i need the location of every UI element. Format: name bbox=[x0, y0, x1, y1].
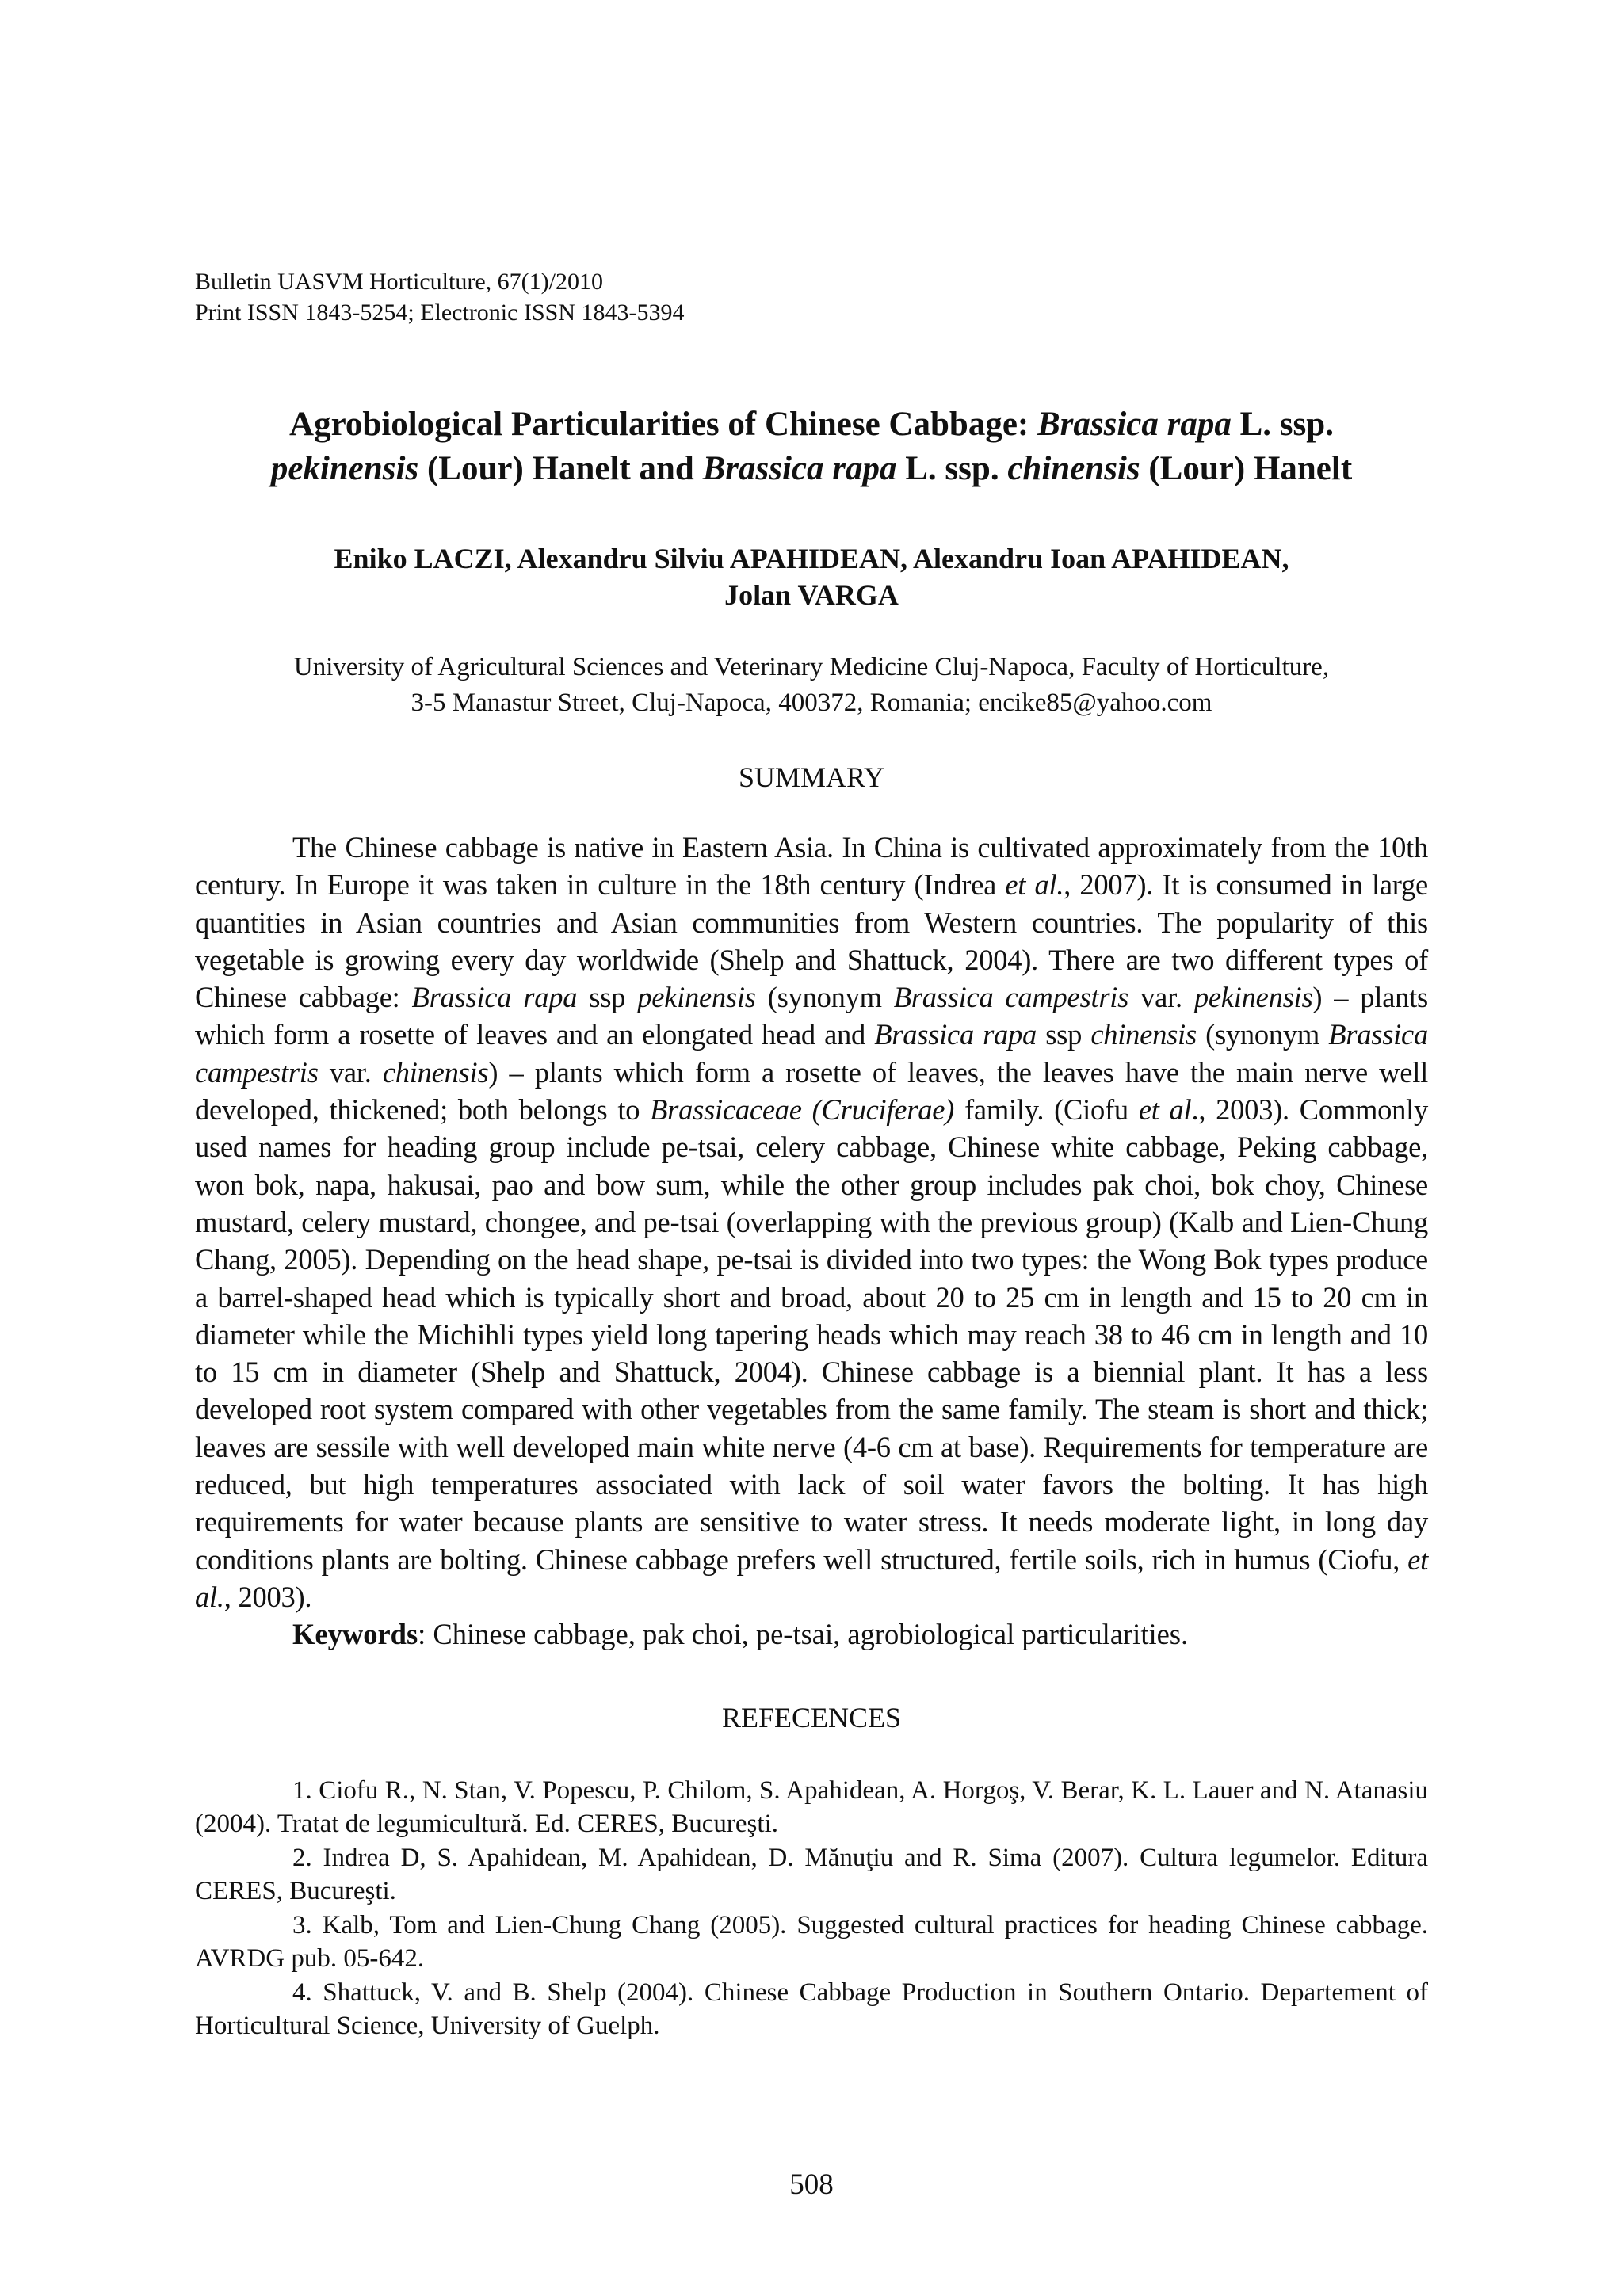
affiliation-line: 3-5 Manastur Street, Cluj-Napoca, 400372, Romania; encike85@yahoo.com bbox=[411, 688, 1212, 717]
journal-line: Bulletin UASVM Horticulture, 67(1)/2010 bbox=[195, 269, 603, 295]
journal-header bbox=[195, 266, 1428, 328]
keywords-label: Keywords bbox=[292, 1618, 418, 1651]
reference-list bbox=[195, 1774, 1428, 2043]
reference-item: 2. Indrea D, S. Apahidean, M. Apahidean, D. Mănuţiu and R. Sima (2007). Cultura legumelor. Editura CERES, Bucureşti. bbox=[195, 1843, 1428, 1906]
author-line: Eniko LACZI, Alexandru Silviu APAHIDEAN, Alexandru Ioan APAHIDEAN, bbox=[334, 543, 1289, 574]
affiliation bbox=[195, 650, 1428, 721]
paper-title: Agrobiological Particularities of Chinese Cabbage: Brassica rapa L. ssp. pekinensis (Lour) Hanelt and Brassica rapa L. ssp. chinensis (Lour) Hanelt bbox=[270, 406, 1353, 487]
summary-heading: SUMMARY bbox=[738, 761, 885, 793]
summary-paragraph: The Chinese cabbage is native in Eastern Asia. In China is cultivated approximately from the 10th century. In Europe it was taken in culture in the 18th century (Indrea et al., 2007). It is consumed in large quantities in Asian countries and Asian communities from Western countries. The popularity of this vegetable is growing every day worldwide (Shelp and Shattuck, 2004). There are two different types of Chinese cabbage: Brassica rapa ssp pekinensis (synonym Brassica campestris var. pekinensis) – plants which form a rosette of leaves and an elongated head and Brassica rapa ssp chinensis (synonym Brassica campestris var. chinensis) – plants which form a rosette of leaves, the leaves have the main nerve well developed, thickened; both belongs to Brassicaceae (Cruciferae) family. (Ciofu et al., 2003). Commonly used names for heading group include pe-tsai, celery cabbage, Chinese white cabbage, Peking cabbage, won bok, napa, hakusai, pao and bow sum, while the other group includes pak choi, bok choy, Chinese mustard, celery mustard, chongee, and pe-tsai (overlapping with the previous group) (Kalb and Lien-Chung Chang, 2005). Depending on the head shape, pe-tsai is divided into two types: the Wong Bok types produce a barrel-shaped head which is typically short and broad, about 20 to 25 cm in length and 15 to 20 cm in diameter while the Michihli types yield long tapering heads which may reach 38 to 46 cm in length and 10 to 15 cm in diameter (Shelp and Shattuck, 2004). Chinese cabbage is a biennial plant. It has a less developed root system compared with other vegetables from the same family. The steam is short and thick; leaves are sessile with well developed main white nerve (4-6 cm at base). Requirements for temperature are reduced, but high temperatures associated with lack of soil water favors the bolting. It has high requirements for water because plants are sensitive to water stress. It needs moderate light, in long day conditions plants are bolting. Chinese cabbage prefers well structured, fertile soils, rich in humus (Ciofu, et al., 2003). bbox=[195, 831, 1429, 1613]
author-list bbox=[195, 540, 1428, 613]
keywords-text: : Chinese cabbage, pak choi, pe-tsai, agrobiological particularities. bbox=[418, 1618, 1189, 1651]
page-number: 508 bbox=[789, 2168, 834, 2201]
keywords-line bbox=[195, 1615, 1428, 1653]
paper-page bbox=[195, 266, 1428, 2043]
reference-item: 1. Ciofu R., N. Stan, V. Popescu, P. Chilom, S. Apahidean, A. Horgoş, V. Berar, K. L. Lauer and N. Atanasiu (2004). Tratat de legumicultură. Ed. CERES, Bucureşti. bbox=[195, 1775, 1428, 1839]
references-heading: REFECENCES bbox=[721, 1701, 902, 1733]
author-line: Jolan VARGA bbox=[724, 579, 899, 611]
issn-line: Print ISSN 1843-5254; Electronic ISSN 1843-5394 bbox=[195, 299, 685, 326]
reference-item: 4. Shattuck, V. and B. Shelp (2004). Chinese Cabbage Production in Southern Ontario. Departement of Horticultural Science, University of Guelph. bbox=[195, 1978, 1428, 2041]
reference-item: 3. Kalb, Tom and Lien-Chung Chang (2005). Suggested cultural practices for heading Chinese cabbage. AVRDG pub. 05-642. bbox=[195, 1910, 1428, 1974]
affiliation-line: University of Agricultural Sciences and Veterinary Medicine Cluj-Napoca, Faculty of Horticulture, bbox=[293, 653, 1330, 681]
